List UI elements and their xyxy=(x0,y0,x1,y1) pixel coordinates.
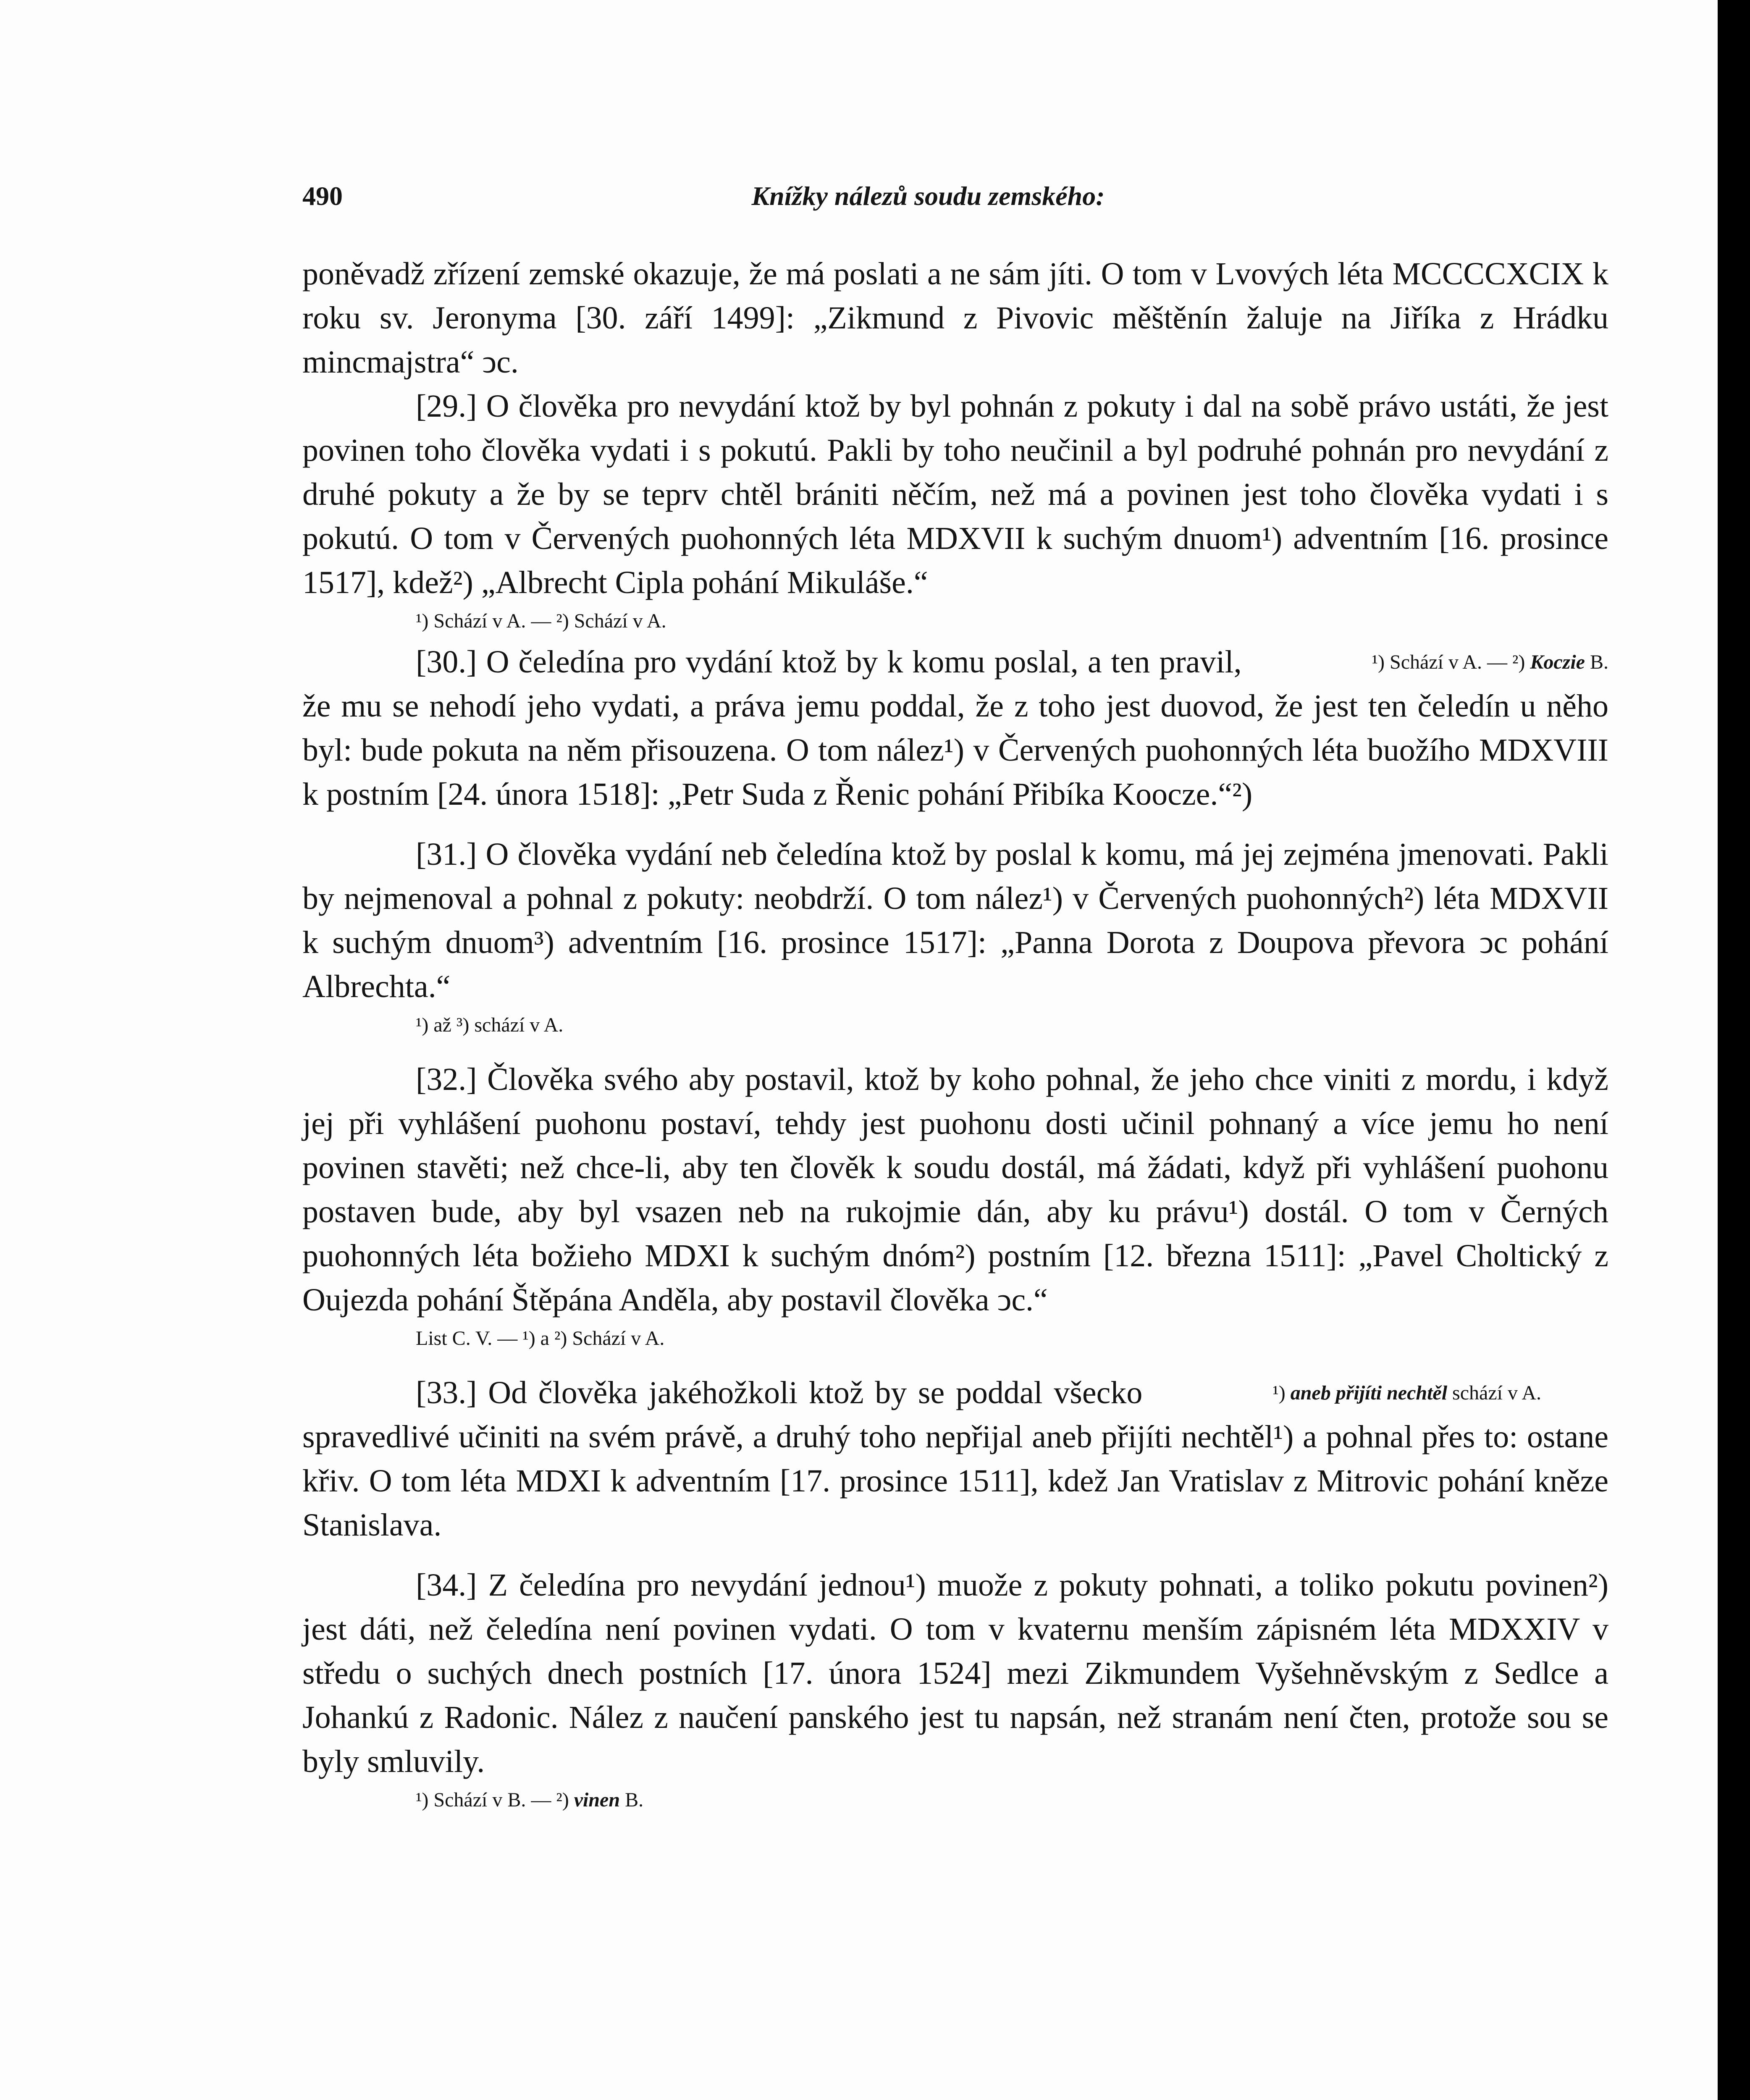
scan-edge xyxy=(1718,0,1750,2100)
paragraph-34: [34.] Z čeledína pro nevydání jednou¹) muože z pokuty pohnati, a toliko pokutu povinen²) jest dáti, než čeledína není povinen vydati. O tom v kvaternu menším zápisném léta MDXXIV v středu o suchých dnech postních [17. února 1524] mezi Zikmundem Vyšehněvským z Sedlce a Johankú z Radonic. Nález z naučení panského jest tu napsán, než stranám není čten, protože sou se byly smluvily. xyxy=(302,1567,1608,1779)
footnote-34-italic: vinen xyxy=(574,1789,620,1811)
paragraph-30-text: [30.] O čeledína pro vydání ktož by k komu poslal, a ten pravil, že mu se nehodí jeho vydati, a práva jemu poddal, že z toho jest duovod, že jest ten čeledín u něho byl: bude pokuta na něm přisouzena. O tom nález¹) v Červených puohonných léta buožího MDXVIII k postním [24. února 1518]: „Petr Suda z Řenic pohání Přibíka Koocze.“²) xyxy=(302,644,1608,812)
footnote-30-tail: B. xyxy=(1585,651,1608,673)
footnote-34 xyxy=(302,1784,1608,1816)
paragraph-28-continuation: poněvadž zřízení zemské okazuje, že má poslati a ne sám jíti. O tom v Lvových léta MCCCCXCIX k roku sv. Jeronyma [30. září 1499]: „Zikmund z Pivovic měštěnín žaluje na Jiříka z Hrádku mincmajstra“ ↄc. xyxy=(302,256,1608,380)
page-number: 490 xyxy=(302,181,343,211)
paragraph-32: [32.] Člověka svého aby postavil, ktož by koho pohnal, že jeho chce viniti z mordu, i když jej při vyhlášení puohonu postaví, tehdy jest puohonu dosti učinil pohnaný a více jemu ho není povinen stavěti; než chce-li, aby ten člověk k soudu dostál, má žádati, když při vyhlášení puohonu postaven bude, aby byl vsazen neb na rukojmie dán, aby ku právu¹) dostál. O tom v Černých puohonných léta božieho MDXI k suchým dnóm²) postním [12. března 1511]: „Pavel Choltický z Oujezda pohání Štěpána Anděla, aby postavil člověka ↄc.“ xyxy=(302,1062,1608,1318)
footnote-33-tail: schází v A. xyxy=(1447,1382,1541,1404)
running-title: Knížky nálezů soudu zemského: xyxy=(751,181,1105,211)
footnote-33-plain: ¹) xyxy=(1272,1382,1291,1404)
paragraph-33-text: [33.] Od člověka jakéhožkoli ktož by se poddal všecko spravedlivé učiniti na svém právě, a druhý toho nepřijal aneb přijíti nechtěl¹) a pohnal přes to: ostane křiv. O tom léta MDXI k adventním [17. prosince 1511], kdež Jan Vratislav z Mitrovic pohání kněze Stanislava. xyxy=(302,1375,1608,1543)
footnote-33-italic: aneb přijíti nechtěl xyxy=(1290,1382,1448,1404)
footnote-31: ¹) až ³) schází v A. xyxy=(416,1014,564,1036)
footnote-34-tail: B. xyxy=(620,1789,644,1811)
paragraph-29: [29.] O člověka pro nevydání ktož by byl pohnán z pokuty i dal na sobě právo ustáti, že jest povinen toho člověka vydati i s pokutú. Pakli by toho neučinil a byl podruhé pohnán pro nevydání z druhé pokuty a že by se teprv chtěl brániti něčím, než má a povinen jest toho člověka vydati i s pokutú. O tom v Červených puohonných léta MDXVII k suchým dnuom¹) adventním [16. prosince 1517], kdež²) „Albrecht Cipla pohání Mikuláše.“ xyxy=(302,388,1608,600)
paragraph-33 xyxy=(302,1371,1608,1547)
paragraph-31: [31.] O člověka vydání neb čeledína ktož by poslal k komu, má jej zejména jmenovati. Pakli by nejmenoval a pohnal z pokuty: neobdrží. O tom nález¹) v Červených puohonných²) léta MDXVII k suchým dnuom³) adventním [16. prosince 1517]: „Panna Dorota z Doupova převora ↄc pohání Albrechta.“ xyxy=(302,837,1608,1004)
footnote-30 xyxy=(1259,640,1608,684)
page-body xyxy=(302,252,1608,1819)
footnote-30-plain: ¹) Schází v A. — ²) xyxy=(1372,651,1530,673)
footnote-34-plain: ¹) Schází v B. — ²) xyxy=(416,1789,574,1811)
footnote-30-italic: Koczie xyxy=(1530,651,1585,673)
footnote-32: List C. V. — ¹) a ²) Schází v A. xyxy=(416,1327,665,1349)
page-header xyxy=(302,181,1554,227)
paragraph-30 xyxy=(302,640,1608,816)
footnote-29: ¹) Schází v A. — ²) Schází v A. xyxy=(416,610,666,632)
footnote-33 xyxy=(1159,1371,1541,1415)
